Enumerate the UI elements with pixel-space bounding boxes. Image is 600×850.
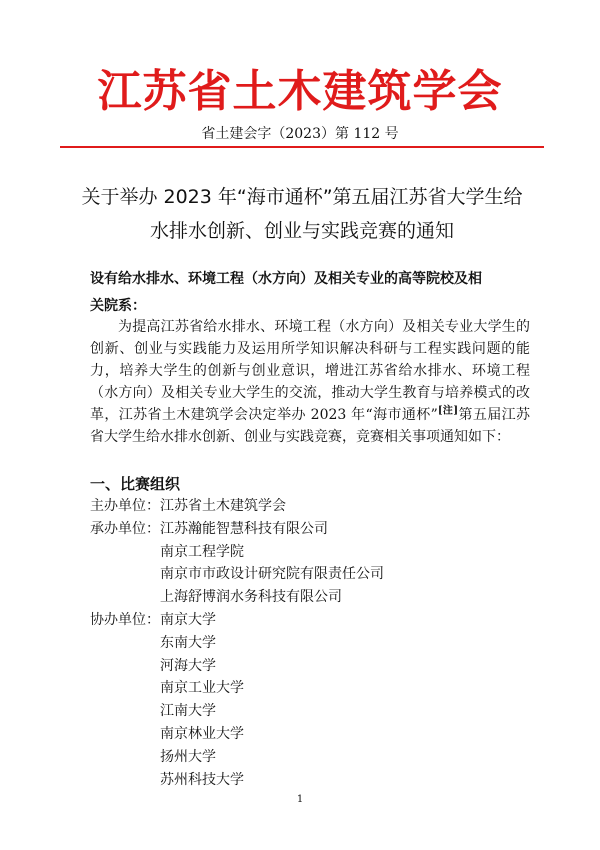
co-organizer-item: 扬州大学 — [160, 748, 216, 765]
host-row — [90, 495, 530, 518]
organizer-item: 南京工程学院 — [160, 543, 244, 560]
notice-title-line-2: 水排水创新、创业与实践竞赛的通知 — [149, 220, 454, 242]
co-organizer-row — [90, 632, 530, 655]
organizer-row — [90, 541, 530, 564]
co-organizer-row — [90, 746, 530, 769]
host-label: 主办单位： — [90, 498, 160, 514]
co-organizer-row — [90, 700, 530, 723]
co-organizer-item: 苏州科技大学 — [160, 771, 244, 788]
organization-list — [90, 495, 530, 791]
organization-title: 江苏省土木建筑学会 — [97, 66, 503, 117]
co-organizer-item: 南京工业大学 — [160, 680, 244, 697]
notice-title-line-1: 关于举办 2023 年“海市通杯”第五届江苏省大学生给 — [81, 186, 523, 208]
co-organizer-row — [90, 769, 530, 792]
body-text-part-2: 第五届江苏省大学生给水排水创新、创业与实践竞赛，竞赛相关事项通知如下： — [90, 407, 531, 445]
organizer-label: 承办单位： — [90, 520, 160, 537]
co-organizer-item: 南京林业大学 — [160, 725, 244, 742]
co-organizer-item: 东南大学 — [160, 634, 216, 651]
co-organizer-row — [90, 723, 530, 746]
organizer-row — [90, 586, 530, 609]
co-organizer-item: 河海大学 — [160, 657, 216, 674]
co-organizer-label: 协办单位： — [90, 611, 160, 628]
organizer-row — [90, 518, 530, 541]
host-value: 江苏省土木建筑学会 — [160, 498, 286, 514]
organizer-item: 南京市市政设计研究院有限责任公司 — [160, 566, 384, 583]
co-organizer-row — [90, 677, 530, 700]
organizer-item: 上海舒博润水务科技有限公司 — [160, 589, 342, 606]
body-text-part-1: 为提高江苏省给水排水、环境工程（水方向）及相关专业大学生的创新、创业与实践能力及运用所学知识解决科研与工程实践问题的能力，培养大学生的创新与创业意识，增进江苏省给水排水、环境工程（水方向）及相关专业大学生的交流，推动大学生教育与培养模式的改革，江苏省土木建筑学会决定举办 2023 年“海市通杯” — [90, 319, 530, 423]
co-organizer-row — [90, 655, 530, 678]
notice-title — [60, 180, 544, 248]
document-number: 省土建会字（2023）第 112 号 — [201, 126, 399, 142]
salutation-line-2: 关院系： — [90, 298, 146, 314]
organizer-row — [90, 563, 530, 586]
section-heading: 一、比赛组织 — [90, 475, 181, 493]
salutation-line-1: 设有给水排水、环境工程（水方向）及相关专业的高等院校及相 — [90, 271, 482, 287]
footnote-marker: [注] — [437, 405, 459, 417]
body-paragraph — [90, 316, 530, 448]
page-number: 1 — [296, 794, 304, 805]
salutation — [90, 266, 530, 320]
organizer-item: 江苏瀚能智慧科技有限公司 — [160, 520, 328, 537]
co-organizer-item: 江南大学 — [160, 703, 216, 720]
co-organizer-item: 南京大学 — [160, 611, 216, 628]
red-divider-line — [60, 146, 544, 148]
co-organizer-row — [90, 609, 530, 632]
